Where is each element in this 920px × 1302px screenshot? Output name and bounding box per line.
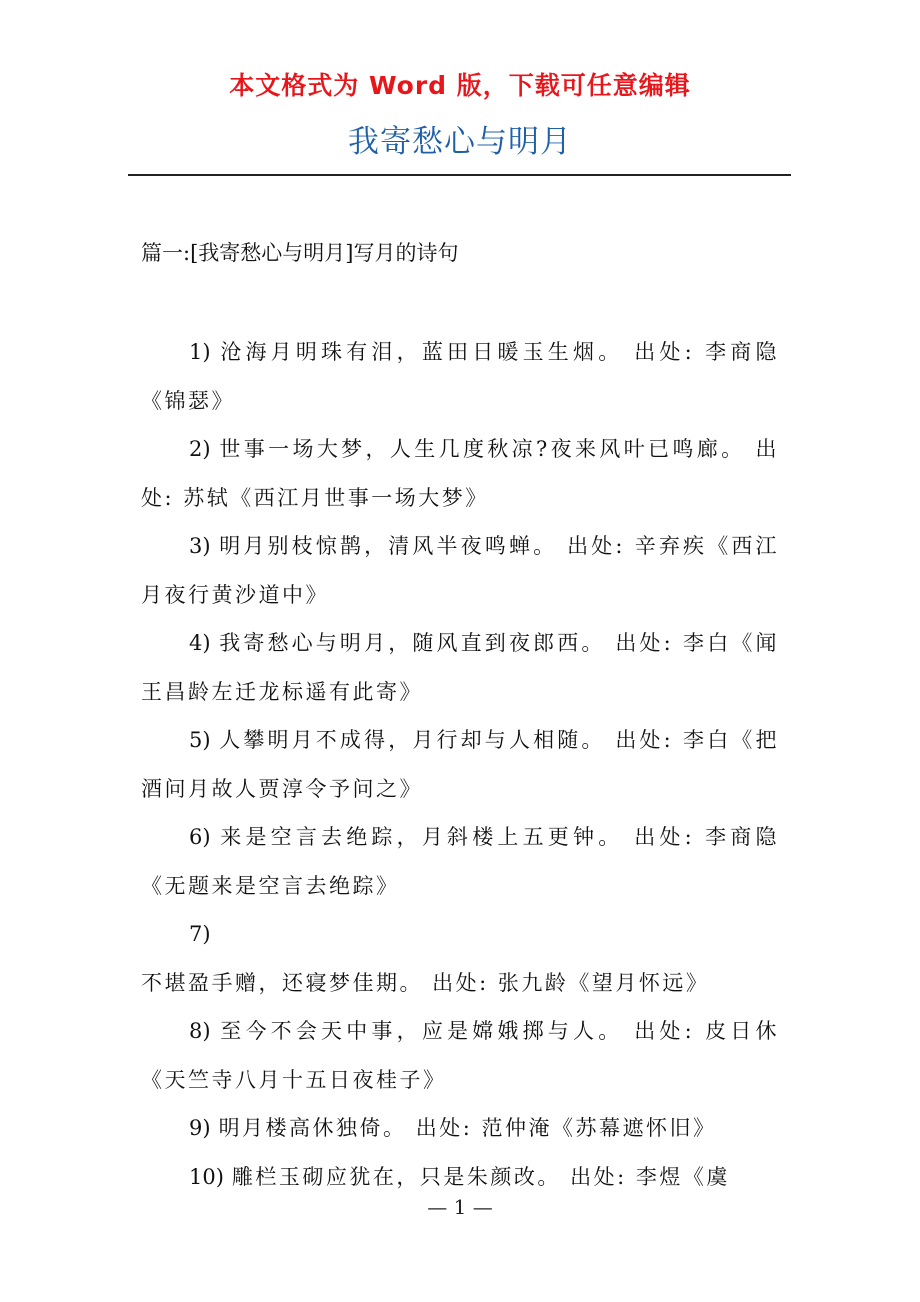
item-number: 9)	[189, 1116, 211, 1140]
item-text: 人攀明月不成得，月行却与人相随。 出处: 李白《把酒问月故人贾淳令予问之》	[141, 728, 779, 801]
list-item	[141, 1104, 779, 1153]
item-number: 3)	[189, 534, 211, 558]
item-number: 10)	[189, 1164, 224, 1189]
list-item	[141, 328, 779, 425]
title-divider	[128, 174, 791, 176]
item-text: 来是空言去绝踪，月斜楼上五更钟。 出处: 李商隐《无题来是空言去绝踪》	[141, 825, 779, 898]
list-item	[141, 425, 779, 522]
item-number: 7)	[189, 922, 211, 946]
section-heading: 篇一:[我寄愁心与明月]写月的诗句	[141, 241, 459, 265]
document-title: 我寄愁心与明月	[348, 124, 572, 160]
item-text: 不堪盈手赠，还寝梦佳期。 出处: 张九龄《望月怀远》	[141, 970, 710, 995]
list-item	[141, 619, 779, 716]
list-item	[141, 716, 779, 813]
item-number: 8)	[189, 1019, 211, 1043]
item-text: 明月楼高休独倚。 出处: 范仲淹《苏幕遮怀旧》	[218, 1116, 717, 1140]
page-number: — 1 —	[427, 1195, 493, 1219]
item-text: 我寄愁心与明月，随风直到夜郎西。 出处: 李白《闻王昌龄左迁龙标遥有此寄》	[141, 631, 779, 704]
item-text: 世事一场大梦，人生几度秋凉?夜来风叶已鸣廊。 出处: 苏轼《西江月世事一场大梦》	[141, 437, 779, 510]
list-item	[141, 813, 779, 910]
list-item	[141, 1007, 779, 1104]
item-number: 2)	[189, 437, 211, 461]
item-text: 雕栏玉砌应犹在，只是朱颜改。 出处: 李煜《虞	[231, 1164, 730, 1189]
item-number: 4)	[189, 631, 211, 655]
item-text: 沧海月明珠有泪，蓝田日暖玉生烟。 出处: 李商隐《锦瑟》	[141, 340, 779, 413]
item-text: 明月别枝惊鹊，清风半夜鸣蝉。 出处: 辛弃疾《西江月夜行黄沙道中》	[141, 534, 779, 607]
item-number: 6)	[189, 825, 211, 849]
format-notice-banner: 本文格式为 Word 版，下载可任意编辑	[229, 71, 691, 100]
item-number: 5)	[189, 728, 211, 752]
list-item	[141, 910, 779, 1007]
list-item	[141, 522, 779, 619]
item-number: 1)	[189, 340, 211, 364]
item-text: 至今不会天中事，应是嫦娥掷与人。 出处: 皮日休《天竺寺八月十五日夜桂子》	[141, 1019, 779, 1092]
poem-line-list	[141, 328, 779, 1201]
